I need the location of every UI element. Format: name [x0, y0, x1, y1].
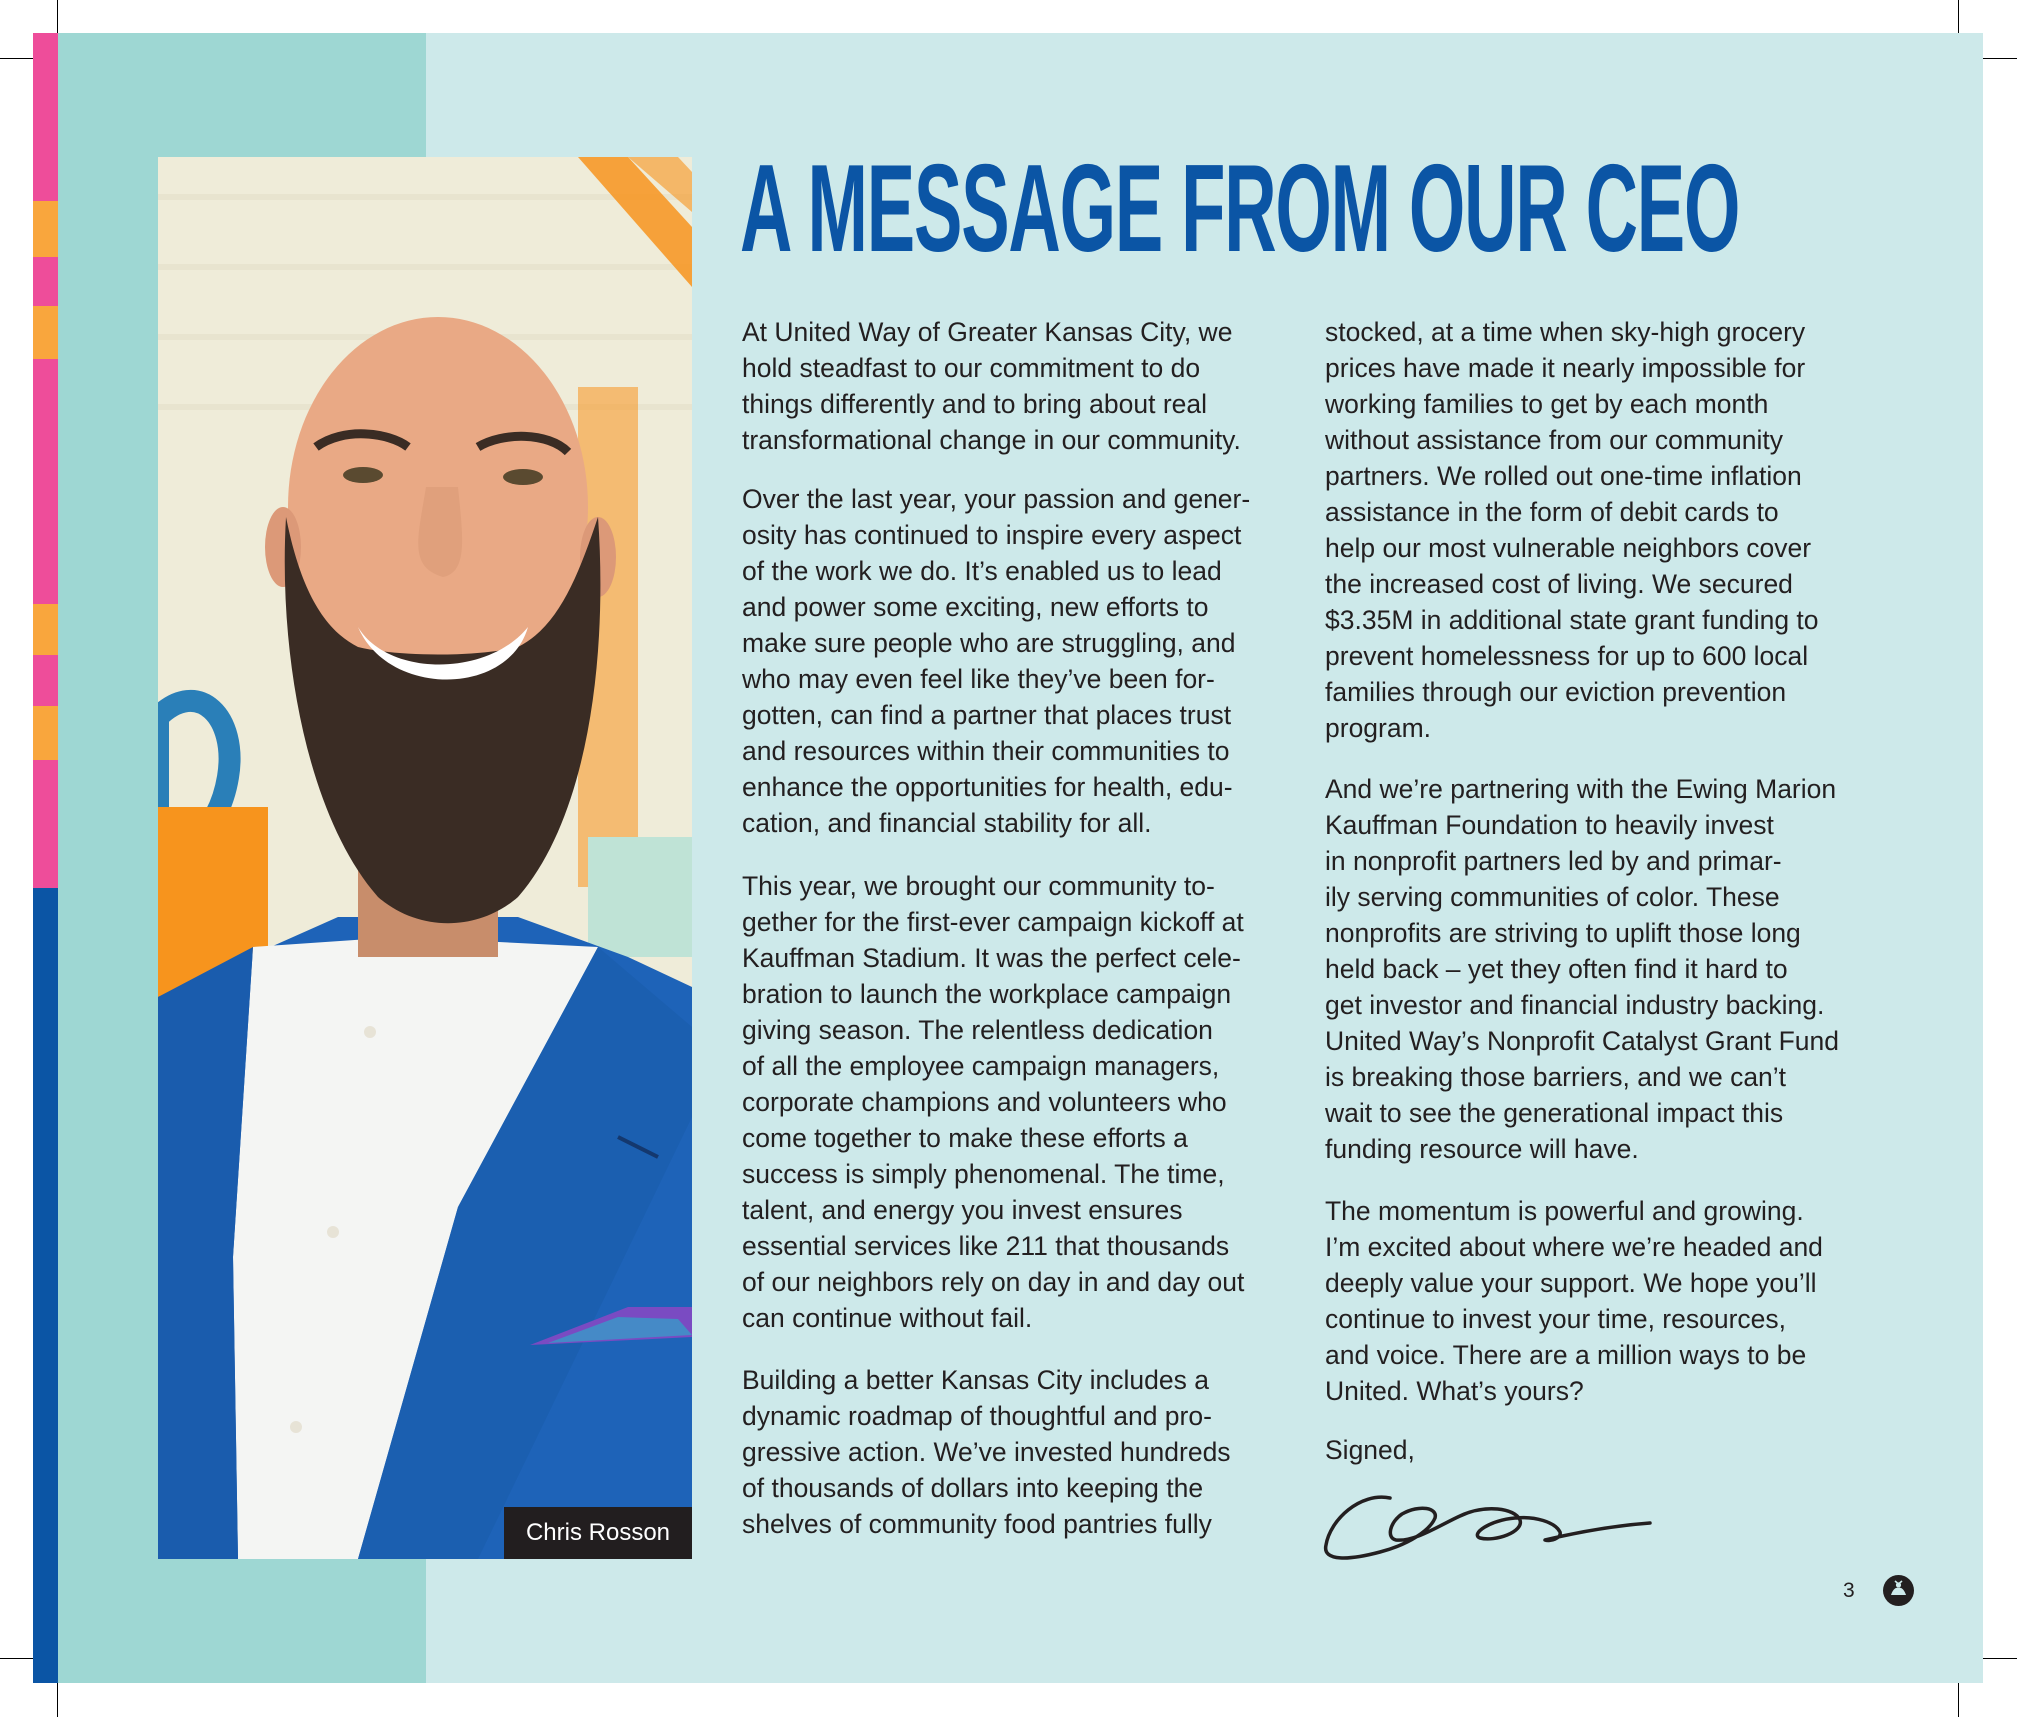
- stripe-orange: [33, 306, 58, 359]
- text-line: of our neighbors rely on day in and day out: [742, 1267, 1245, 1297]
- text-line: United Way’s Nonprofit Catalyst Grant Fund: [1325, 1026, 1840, 1056]
- text-line: stocked, at a time when sky-high grocery: [1325, 317, 1806, 347]
- text-line: shelves of community food pantries fully: [742, 1509, 1212, 1539]
- paragraph: [1325, 771, 1839, 1167]
- text-line: can continue without fail.: [742, 1303, 1033, 1333]
- stripe-orange: [33, 706, 58, 760]
- paragraph: [742, 1362, 1231, 1542]
- text-line: At United Way of Greater Kansas City, we: [742, 317, 1233, 347]
- text-line: The momentum is powerful and growing.: [1325, 1196, 1804, 1226]
- text-line: ily serving communities of color. These: [1325, 882, 1780, 912]
- text-line: of all the employee campaign managers,: [742, 1051, 1220, 1081]
- paragraph: [1325, 1193, 1823, 1409]
- text-line: gressive action. We’ve invested hundreds: [742, 1437, 1231, 1467]
- text-line: the increased cost of living. We secured: [1325, 569, 1793, 599]
- text-line: And we’re partnering with the Ewing Marion: [1325, 774, 1837, 804]
- page-number: 3: [1843, 1579, 1855, 1602]
- text-line: This year, we brought our community to-: [742, 871, 1215, 901]
- united-way-logo-icon: [1883, 1575, 1914, 1606]
- text-line: Building a better Kansas City includes a: [742, 1365, 1209, 1395]
- text-line: in nonprofit partners led by and primar-: [1325, 846, 1782, 876]
- text-line: osity has continued to inspire every aspect: [742, 520, 1242, 550]
- text-line: program.: [1325, 713, 1432, 743]
- text-line: transformational change in our community.: [742, 425, 1241, 455]
- text-line: prevent homelessness for up to 600 local: [1325, 641, 1809, 671]
- stripe-orange: [33, 201, 58, 257]
- text-line: Over the last year, your passion and gener-: [742, 484, 1251, 514]
- text-line: gotten, can find a partner that places trust: [742, 700, 1232, 730]
- text-line: giving season. The relentless dedication: [742, 1015, 1213, 1045]
- text-line: wait to see the generational impact this: [1325, 1098, 1784, 1128]
- text-line: nonprofits are striving to uplift those long: [1325, 918, 1801, 948]
- photo-caption: Chris Rosson: [504, 1507, 692, 1559]
- text-line: who may even feel like they’ve been for-: [742, 664, 1215, 694]
- text-line: working families to get by each month: [1325, 389, 1769, 419]
- text-line: corporate champions and volunteers who: [742, 1087, 1227, 1117]
- text-line: bration to launch the workplace campaign: [742, 979, 1232, 1009]
- text-line: success is simply phenomenal. The time,: [742, 1159, 1225, 1189]
- signature-icon: [1320, 1490, 1660, 1565]
- stripe-orange: [33, 604, 58, 655]
- decorative-side-stripe: [33, 33, 58, 1683]
- text-line: of the work we do. It’s enabled us to lead: [742, 556, 1222, 586]
- crop-mark: [57, 0, 58, 33]
- text-line: and voice. There are a million ways to be: [1325, 1340, 1807, 1370]
- text-line: get investor and financial industry backing.: [1325, 990, 1825, 1020]
- portrait-illustration: [158, 157, 692, 1559]
- paragraph: [742, 481, 1250, 841]
- page-title: A MESSAGE FROM OUR CEO: [740, 140, 1740, 278]
- text-line: families through our eviction prevention: [1325, 677, 1787, 707]
- stripe-blue: [33, 888, 58, 1683]
- hand-figure-icon: [1883, 1575, 1914, 1606]
- signed-label: Signed,: [1325, 1435, 1415, 1465]
- text-line: Kauffman Foundation to heavily invest: [1325, 810, 1774, 840]
- text-line: Kauffman Stadium. It was the perfect cele-: [742, 943, 1241, 973]
- text-line: and resources within their communities to: [742, 736, 1230, 766]
- text-line: funding resource will have.: [1325, 1134, 1639, 1164]
- paragraph: [742, 314, 1241, 458]
- text-line: without assistance from our community: [1325, 425, 1784, 455]
- text-line: enhance the opportunities for health, edu-: [742, 772, 1233, 802]
- text-line: come together to make these efforts a: [742, 1123, 1188, 1153]
- ceo-portrait-photo: [158, 157, 692, 1559]
- text-line: held back – yet they often find it hard to: [1325, 954, 1788, 984]
- text-line: essential services like 211 that thousands: [742, 1231, 1230, 1261]
- paragraph: [742, 868, 1244, 1336]
- text-line: assistance in the form of debit cards to: [1325, 497, 1779, 527]
- text-line: partners. We rolled out one-time inflation: [1325, 461, 1802, 491]
- text-line: continue to invest your time, resources,: [1325, 1304, 1787, 1334]
- text-line: things differently and to bring about real: [742, 389, 1208, 419]
- text-line: deeply value your support. We hope you’ll: [1325, 1268, 1817, 1298]
- text-line: make sure people who are struggling, and: [742, 628, 1236, 658]
- text-line: cation, and financial stability for all.: [742, 808, 1152, 838]
- text-line: dynamic roadmap of thoughtful and pro-: [742, 1401, 1212, 1431]
- text-line: prices have made it nearly impossible for: [1325, 353, 1806, 383]
- text-line: $3.35M in additional state grant funding to: [1325, 605, 1819, 635]
- text-line: of thousands of dollars into keeping the: [742, 1473, 1204, 1503]
- text-line: gether for the first-ever campaign kickoff at: [742, 907, 1244, 937]
- text-line: United. What’s yours?: [1325, 1376, 1584, 1406]
- text-line: and power some exciting, new efforts to: [742, 592, 1209, 622]
- text-line: is breaking those barriers, and we can’t: [1325, 1062, 1787, 1092]
- text-line: hold steadfast to our commitment to do: [742, 353, 1201, 383]
- paragraph: [1325, 314, 1819, 746]
- text-line: talent, and energy you invest ensures: [742, 1195, 1183, 1225]
- text-line: I’m excited about where we’re headed and: [1325, 1232, 1823, 1262]
- text-line: help our most vulnerable neighbors cover: [1325, 533, 1812, 563]
